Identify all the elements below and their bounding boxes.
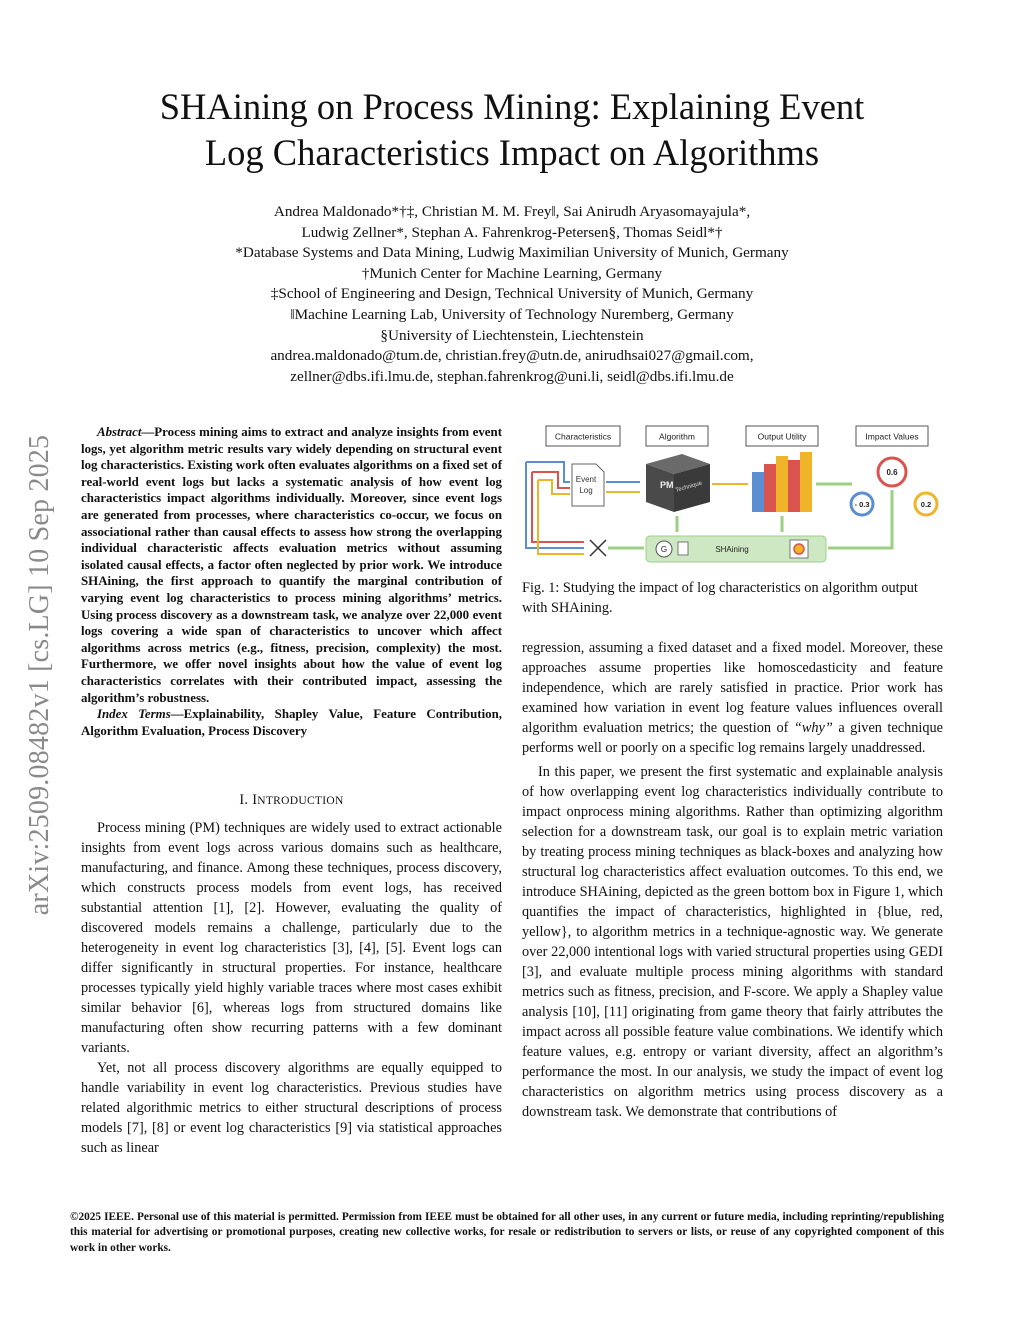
header-impact-values: Impact Values	[865, 431, 919, 442]
section-title-rest: NTRODUCTION	[257, 795, 344, 807]
paper-title	[60, 84, 964, 176]
section-heading-introduction	[81, 792, 502, 809]
right-paragraph-1	[522, 638, 943, 758]
abstract-text: —Process mining aims to extract and analyze insights from event logs, yet algorithm metric results vary widely depending on structural event log characteristics. Existing work often evaluates algorithms on a fixed set of real-world event logs but lacks a systematic analysis of how event log characteristics impact algorithms individually. Moreover, since event logs are generated from processes, where characteristics co-occur, we focus on associational rather than causal effects to assess how strong the overlapping individual characteristic affects evaluation metrics without assuming isolated causal effects, a factor often neglected by prior work. We introduce SHAining, the first approach to quantify the marginal contribution of varying event log characteristics to process mining algorithms’ metrics. Using process discovery as a downstream task, we analyze over 22,000 event logs covering a wide span of characteristics to uncover which affect algorithms across metrics (e.g., fitness, precision, complexity) the most. Furthermore, we offer novel insights about how the value of event log characteristics correlates with their contributed impact, assessing the algorithm’s robustness.	[81, 425, 502, 705]
affiliation-2: †Munich Center for Machine Learning, Germany	[361, 264, 663, 282]
shuffle-icon	[590, 540, 606, 556]
index-terms-label: Index Terms	[97, 707, 171, 722]
abstract	[81, 424, 502, 739]
emails-line-1: andrea.maldonado@tum.de, christian.frey@utn.de, anirudhsai027@gmail.com,	[270, 347, 754, 365]
magnifier-icon	[794, 544, 804, 554]
figure-1	[522, 420, 943, 572]
right-paragraph-1-end: a given technique performs well or poorly on a specific log remains largely unaddressed.	[522, 720, 943, 756]
figure-1-caption: Fig. 1: Studying the impact of log characteristics on algorithm output with SHAining.	[522, 580, 918, 616]
title-line-1: SHAining on Process Mining: Explaining Event	[159, 86, 865, 127]
arxiv-stamp-text: arXiv:2509.08482v1 [cs.LG] 10 Sep 2025	[24, 434, 55, 916]
bar-blue-1	[752, 472, 764, 512]
impact-value-1: 0.6	[886, 468, 898, 477]
shaining-label: SHAining	[715, 545, 749, 554]
impact-value-3: 0.2	[920, 500, 932, 509]
authors-line-2: Ludwig Zellner*, Stephan A. Fahrenkrog-Petersen§, Thomas Seidl*†	[301, 223, 723, 241]
affiliation-5: §University of Liechtenstein, Liechtenstein	[380, 326, 644, 344]
why-emphasis: “why”	[793, 720, 833, 736]
intro-paragraph-1: Process mining (PM) techniques are widely used to extract actionable insights from event logs across various domains such as healthcare, manufacturing, and finance. Among these techniques, process discovery, which constructs process models from event logs, has received substantial attention [1], [2]. However, evaluating the quality of discovered models remains a challenge, particularly due to the heterogeneity in event log characteristics [3], [4], [5]. Event logs can differ significantly in structural properties. For instance, healthcare processes typically yield highly variable traces where most cases exhibit similar behavior [6], whereas logs from structured domains like manufacturing often show recurring patterns with a few dominant variants.	[81, 820, 502, 1056]
bar-yellow-1	[776, 456, 788, 512]
output-utility-bars	[752, 452, 812, 512]
technique-label: Technique	[674, 480, 703, 494]
pm-label: PM	[660, 480, 674, 490]
intro-paragraph-2: Yet, not all process discovery algorithms are equally equipped to handle variability in event log characteristics. Previous studies have related algorithmic metrics to either structural descriptions of process models [7], [8] or event log characteristics [9] via statistical approaches such as linear	[81, 1060, 502, 1156]
section-number: I.	[239, 792, 249, 808]
authors-line-1: Andrea Maldonado*†‡, Christian M. M. Frey‖, Sai Anirudh Aryasomayajula*,	[273, 203, 751, 220]
copyright-footer: ©2025 IEEE. Personal use of this material is permitted. Permission from IEEE must be obtained for all other uses, in any current or future media, including reprinting/republishing this material for advertising or promotional purposes, creating new collective works, for resale or redistribution to servers or lists, or reuse of any copyrighted component of this work in other works.	[70, 1211, 944, 1254]
title-line-2: Log Characteristics Impact on Algorithms	[204, 132, 820, 173]
bar-red-1	[764, 464, 776, 512]
right-column-body	[522, 638, 943, 1122]
section-title-initial: I	[252, 792, 258, 808]
affiliation-3: ‡School of Engineering and Design, Technical University of Munich, Germany	[270, 285, 754, 303]
right-paragraph-1-text: regression, assuming a fixed dataset and a fixed model. Moreover, these approaches assume properties like homoscedasticity and feature independence, which are rarely satisfied in practice. Prior work has examined how variation in event log feature values influences overall algorithm evaluation metrics; the question of	[522, 640, 943, 736]
event-log-icon	[572, 464, 604, 506]
arxiv-stamp	[10, 375, 70, 975]
affiliation-4: ‖Machine Learning Lab, University of Technology Nuremberg, Germany	[290, 305, 734, 323]
impact-value-2: - 0.3	[854, 500, 870, 509]
figure-1-diagram	[522, 420, 943, 572]
introduction-body	[81, 818, 502, 1158]
author-block	[100, 202, 924, 387]
emails-line-2: zellner@dbs.ifi.lmu.de, stephan.fahrenkrog@uni.li, seidl@dbs.ifi.lmu.de	[290, 367, 734, 385]
right-paragraph-2: In this paper, we present the first systematic and explainable analysis of how overlapping event log characteristics individually contribute to impact onprocess mining algorithms. Rather than optimizing algorithm selection for a downstream task, our goal is to explain metric variation by treating process mining techniques as black-boxes and analyzing how structural log characteristics affect evaluation outcomes. To this end, we introduce SHAining, depicted as the green bottom box in Figure 1, which quantifies the impact of characteristics, highlighted in {blue, red, yellow}, to algorithm metrics in a technique-agnostic way. We generate over 22,000 intentional logs with varied structural properties using GEDI [3], and evaluate multiple process mining algorithms with standard metrics such as fitness, precision, and F-score. We apply a Shapley value analysis [10], [11] originating from game theory that fairly attributes the impact across all possible feature value combinations. We identify which feature values, e.g. entropy or variant diversity, affect an algorithm’s performance the most. In our analysis, we study the impact of event log characteristics on algorithm metrics using process discovery as a downstream task. We demonstrate that contributions of	[522, 764, 943, 1120]
bar-red-2	[788, 460, 800, 512]
header-output-utility: Output Utility	[757, 431, 807, 442]
doc-icon	[678, 542, 688, 555]
index-terms-text: —Explainability, Shapley Value, Feature Contribution, Algorithm Evaluation, Process Discovery	[81, 707, 502, 738]
g-label: G	[660, 545, 668, 554]
event-log-label-1: Event	[575, 475, 597, 484]
bar-yellow-2	[800, 452, 812, 512]
event-log-label-2: Log	[579, 486, 593, 495]
affiliation-1: *Database Systems and Data Mining, Ludwig Maximilian University of Munich, Germany	[235, 244, 789, 262]
header-characteristics: Characteristics	[554, 431, 612, 442]
abstract-label: Abstract	[97, 425, 142, 439]
header-algorithm: Algorithm	[659, 431, 695, 442]
